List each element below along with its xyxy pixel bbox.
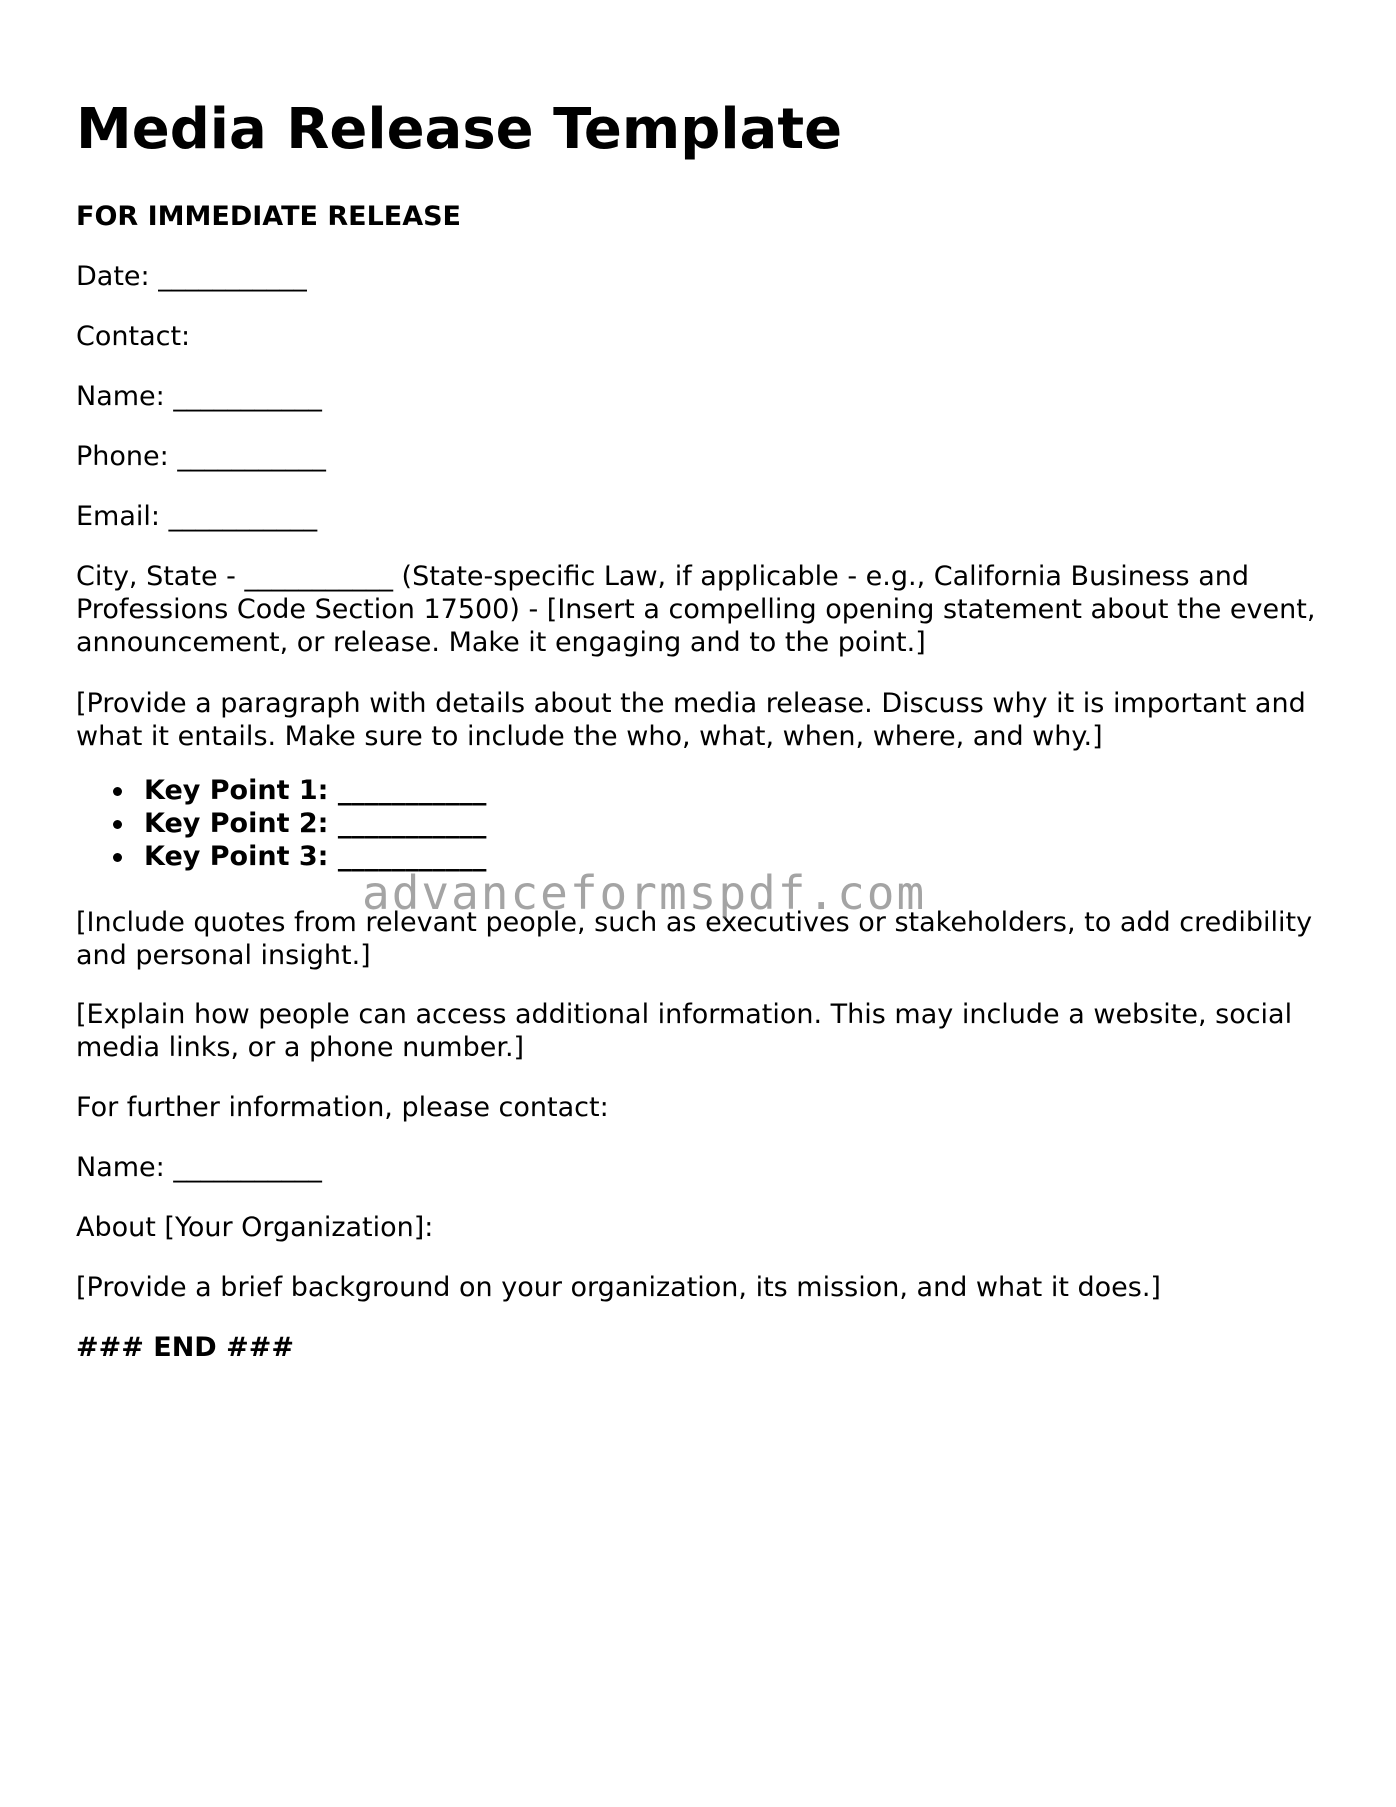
access-paragraph: [Explain how people can access additional information. This may include a website, social media links, or a phone number.] (76, 999, 1293, 1063)
contact-name-field: Name: ___________ (76, 381, 322, 412)
key-point-item: Key Point 1: ___________ (76, 774, 486, 807)
background-paragraph: [Provide a brief background on your organization, its mission, and what it does.] (76, 1272, 1161, 1303)
contact-email-field: Email: ___________ (76, 501, 318, 532)
contact-label: Contact: (76, 321, 191, 352)
bullet-icon (113, 787, 122, 796)
about-label: About [Your Organization]: (76, 1212, 434, 1243)
further-info-text: For further information, please contact: (76, 1092, 609, 1123)
document-title: Media Release Template (76, 97, 843, 162)
key-point-item: Key Point 3: ___________ (76, 840, 486, 873)
details-paragraph: [Provide a paragraph with details about the media release. Discuss why it is important and what it entails. Make sure to include the who, what, when, where, and why.] (76, 688, 1306, 752)
bullet-icon (113, 820, 122, 829)
key-point-item: Key Point 2: ___________ (76, 807, 486, 840)
watermark: advanceformspdf.com (362, 866, 927, 920)
bullet-icon (113, 853, 122, 862)
opening-paragraph: City, State - ___________ (State-specific Law, if applicable - e.g., California Business and Professions Code Section 17500) - [Insert a compelling opening statement about the event, announcement, or release. Make it engaging and to the point.] (76, 561, 1316, 658)
contact-phone-field: Phone: ___________ (76, 441, 326, 472)
release-label: FOR IMMEDIATE RELEASE (76, 201, 462, 232)
key-points-list (76, 774, 486, 873)
date-field: Date: ___________ (76, 261, 307, 292)
further-name-field: Name: ___________ (76, 1152, 322, 1183)
quotes-paragraph: [Include quotes from relevant people, such as executives or stakeholders, to add credibility and personal insight.] (76, 907, 1313, 971)
end-marker: ### END ### (76, 1332, 294, 1363)
